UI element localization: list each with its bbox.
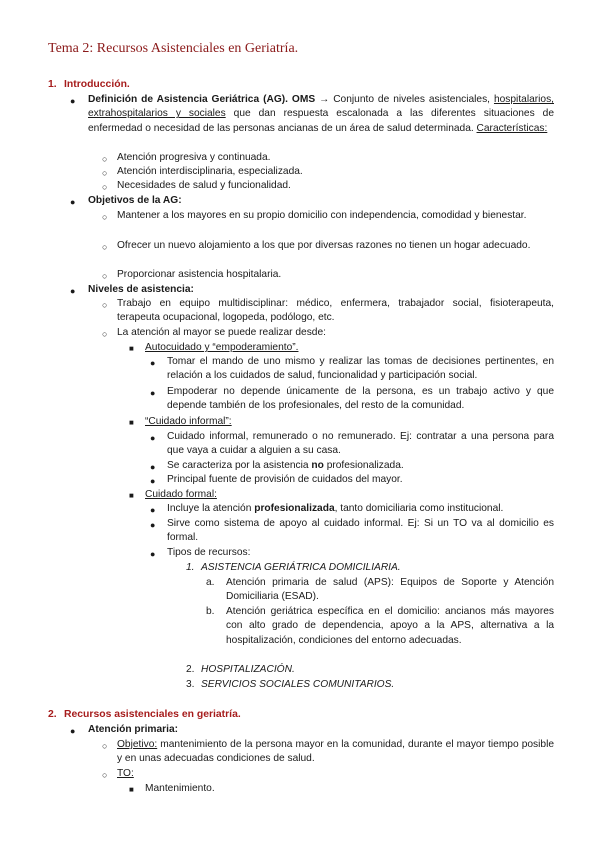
square-bullet-icon: ■ [129,491,134,500]
hollow-bullet-icon: ○ [102,329,108,339]
hollow-bullet-icon: ○ [102,242,108,252]
square-bullet-icon: ■ [129,344,134,353]
square-bullet-icon: ■ [129,418,134,427]
resource-hospitalization: HOSPITALIZACIÓN. [201,664,295,675]
list-item: Ofrecer un nuevo alojamiento a los que por diversas razones no tienen un hogar adecuado. [117,240,531,251]
bullet-icon: ● [150,358,156,368]
hollow-bullet-icon: ○ [102,212,108,222]
bullet-icon: ● [150,433,156,443]
informal-care-heading: “Cuidado informal”: [145,416,232,427]
section-1-heading: 1. Introducción. [48,79,130,90]
resource-social-services: SERVICIOS SOCIALES COMUNITARIOS. [201,679,395,690]
resource-home-geriatric: Atención geriátrica específica en el domicilio: ancianos más mayores con alto grado de dependencia, apoyo a la APS, alternativa a la hospitalización, condiciones del entorno adecuadas. [226,606,554,646]
definition-paragraph: Definición de Asistencia Geriátrica (AG). OMS → Conjunto de niveles asistenciales, hospitalarios, extrahospitalarios y sociales que dan respuesta escalonada a las diferentes situaciones de enfermedad o necesidad de las personas ancianas de un área de salud determinada. Características: [88,94,554,134]
bullet-icon: ● [150,505,156,515]
list-item: Principal fuente de provisión de cuidados del mayor. [167,474,403,485]
resource-number: 3. [186,679,195,690]
list-item: Proporcionar asistencia hospitalaria. [117,269,282,280]
to-heading: TO: [117,768,134,779]
hollow-bullet-icon: ○ [102,182,108,192]
resource-home-care: ASISTENCIA GERIÁTRICA DOMICILIARIA. [201,562,401,573]
list-item: Se caracteriza por la asistencia no profesionalizada. [167,460,404,471]
list-item: Sirve como sistema de apoyo al cuidado informal. Ej: Si un TO va al domicilio es formal. [167,518,554,544]
list-item: Atención interdisciplinaria, especializada. [117,166,303,177]
resource-number: 2. [186,664,195,675]
list-item: La atención al mayor se puede realizar desde: [117,327,326,338]
objective-paragraph: Objetivo: mantenimiento de la persona mayor en la comunidad, durante el mayor tiempo posible y en unas adecuadas condiciones de salud. [117,739,554,765]
bullet-icon: ● [70,197,76,207]
bullet-icon: ● [70,726,76,736]
objectives-heading: Objetivos de la AG: [88,195,182,206]
resource-letter: a. [206,577,215,588]
list-item: Cuidado informal, remunerado o no remunerado. Ej: contratar a una persona para que vaya a cuidar a alguien a su casa. [167,431,554,457]
bullet-icon: ● [150,388,156,398]
self-care-heading: Autocuidado y “empoderamiento”. [145,342,299,353]
resource-number: 1. [186,562,195,573]
hollow-bullet-icon: ○ [102,154,108,164]
page-title: Tema 2: Recursos Asistenciales en Geriatría. [48,41,299,56]
resource-letter: b. [206,606,215,617]
list-item: Necesidades de salud y funcionalidad. [117,180,291,191]
list-item: Mantener a los mayores en su propio domicilio con independencia, comodidad y bienestar. [117,210,527,221]
list-item: Incluye la atención profesionalizada, tanto domiciliaria como institucional. [167,503,504,514]
bullet-icon: ● [150,476,156,486]
hollow-bullet-icon: ○ [102,271,108,281]
levels-heading: Niveles de asistencia: [88,284,194,295]
bullet-icon: ● [150,462,156,472]
list-item: Empoderar no depende únicamente de la persona, es un trabajo activo y que depende también de los profesionales, del resto de la comunidad. [167,386,554,412]
bullet-icon: ● [150,549,156,559]
hollow-bullet-icon: ○ [102,770,108,780]
list-item: Atención progresiva y continuada. [117,152,271,163]
formal-care-heading: Cuidado formal: [145,489,217,500]
list-item: Tipos de recursos: [167,547,251,558]
hollow-bullet-icon: ○ [102,300,108,310]
section-2-heading: 2. Recursos asistenciales en geriatría. [48,709,241,720]
resource-aps: Atención primaria de salud (APS): Equipos de Soporte y Atención Domiciliaria (ESAD). [226,577,554,603]
bullet-icon: ● [150,520,156,530]
primary-care-heading: Atención primaria: [88,724,179,735]
hollow-bullet-icon: ○ [102,741,108,751]
hollow-bullet-icon: ○ [102,168,108,178]
list-item: Mantenimiento. [145,783,215,794]
square-bullet-icon: ■ [129,785,134,794]
bullet-icon: ● [70,286,76,296]
list-item: Trabajo en equipo multidisciplinar: médico, enfermera, trabajador social, fisioterapeuta, terapeuta ocupacional, logopeda, podólogo, etc. [117,298,554,324]
bullet-icon: ● [70,96,76,106]
list-item: Tomar el mando de uno mismo y realizar las tomas de decisiones pertinentes, en relación a los cuidados de salud, funcionalidad y participación social. [167,356,554,382]
